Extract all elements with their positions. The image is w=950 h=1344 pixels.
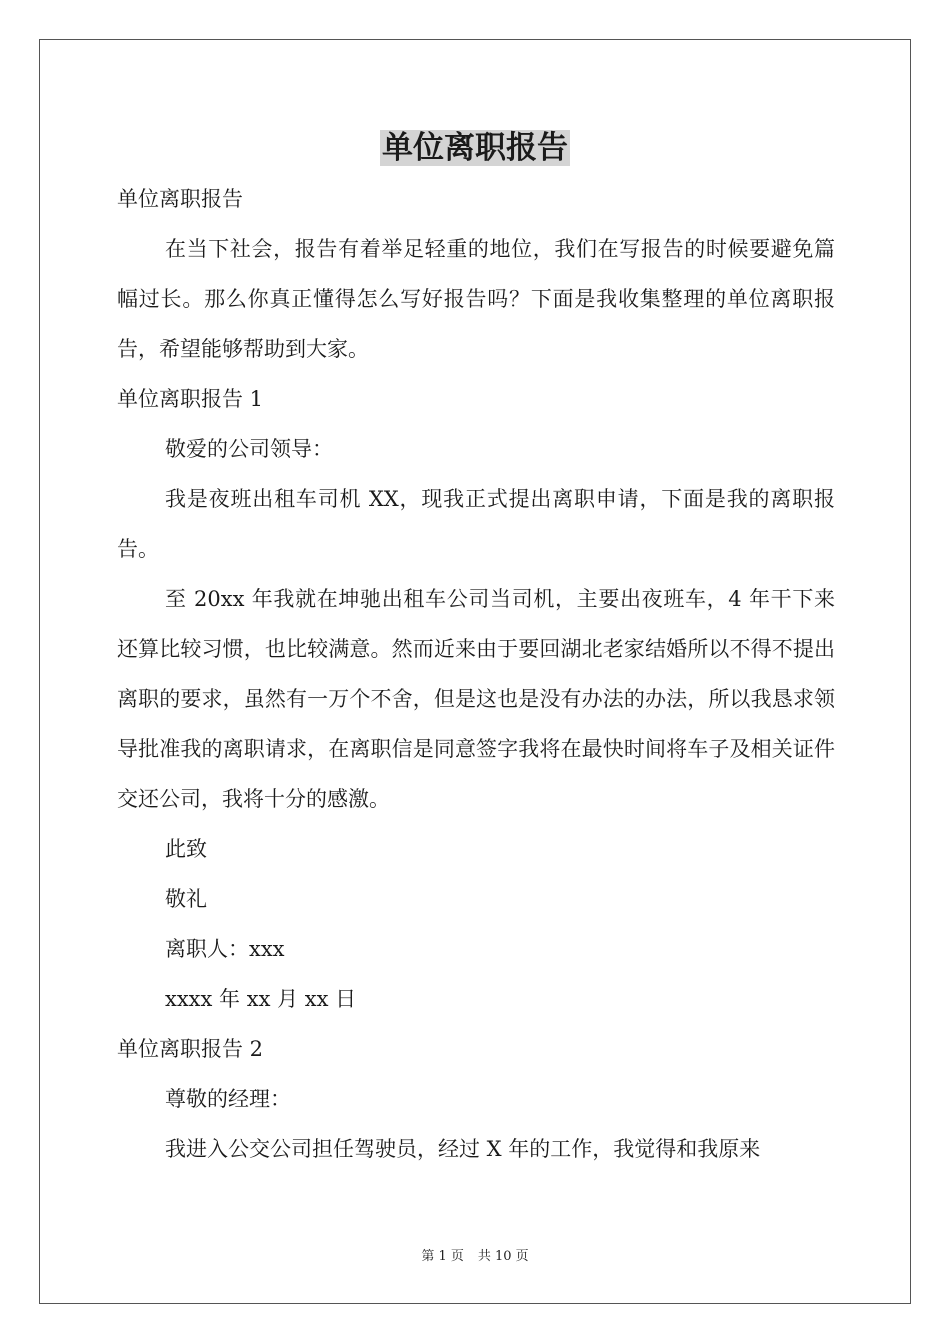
salutation: 敬爱的公司领导： — [165, 437, 333, 461]
page-number: 第 1 页 — [421, 1249, 464, 1264]
date-line: xxxx 年 xx 月 xx 日 — [165, 987, 357, 1011]
section-heading: 单位离职报告 2 — [117, 1037, 264, 1061]
section-heading: 单位离职报告 1 — [117, 387, 264, 411]
paragraph: 在当下社会，报告有着举足轻重的地位，我们在写报告的时候要避免篇幅过长。那么你真正懂得怎么写好报告吗？下面是我收集整理的单位离职报告，希望能够帮助到大家。 — [117, 237, 835, 361]
paragraph: 我是夜班出租车司机 XX，现我正式提出离职申请，下面是我的离职报告。 — [117, 487, 835, 561]
paragraph: 至 20xx 年我就在坤驰出租车公司当司机，主要出夜班车，4 年干下来还算比较习惯，也比较满意。然而近来由于要回湖北老家结婚所以不得不提出离职的要求，虽然有一万个不舍，但是这也是没有办法的办法，所以我恳求领导批准我的离职请求，在离职信是同意签字我将在最快时间将车子及相关证件交还公司，我将十分的感激。 — [117, 587, 835, 811]
document-title-text: 单位离职报告 — [382, 130, 568, 166]
closing-line: 敬礼 — [165, 887, 207, 911]
paragraph: 单位离职报告 — [117, 187, 243, 211]
page-footer — [0, 1248, 950, 1266]
document-title — [0, 128, 950, 168]
salutation: 尊敬的经理： — [165, 1087, 291, 1111]
paragraph: 我进入公交公司担任驾驶员，经过 X 年的工作，我觉得和我原来 — [165, 1137, 761, 1161]
document-body — [117, 174, 835, 1174]
closing-line: 此致 — [165, 837, 207, 861]
page-total: 共 10 页 — [477, 1249, 529, 1264]
signature-line: 离职人：xxx — [165, 937, 285, 961]
